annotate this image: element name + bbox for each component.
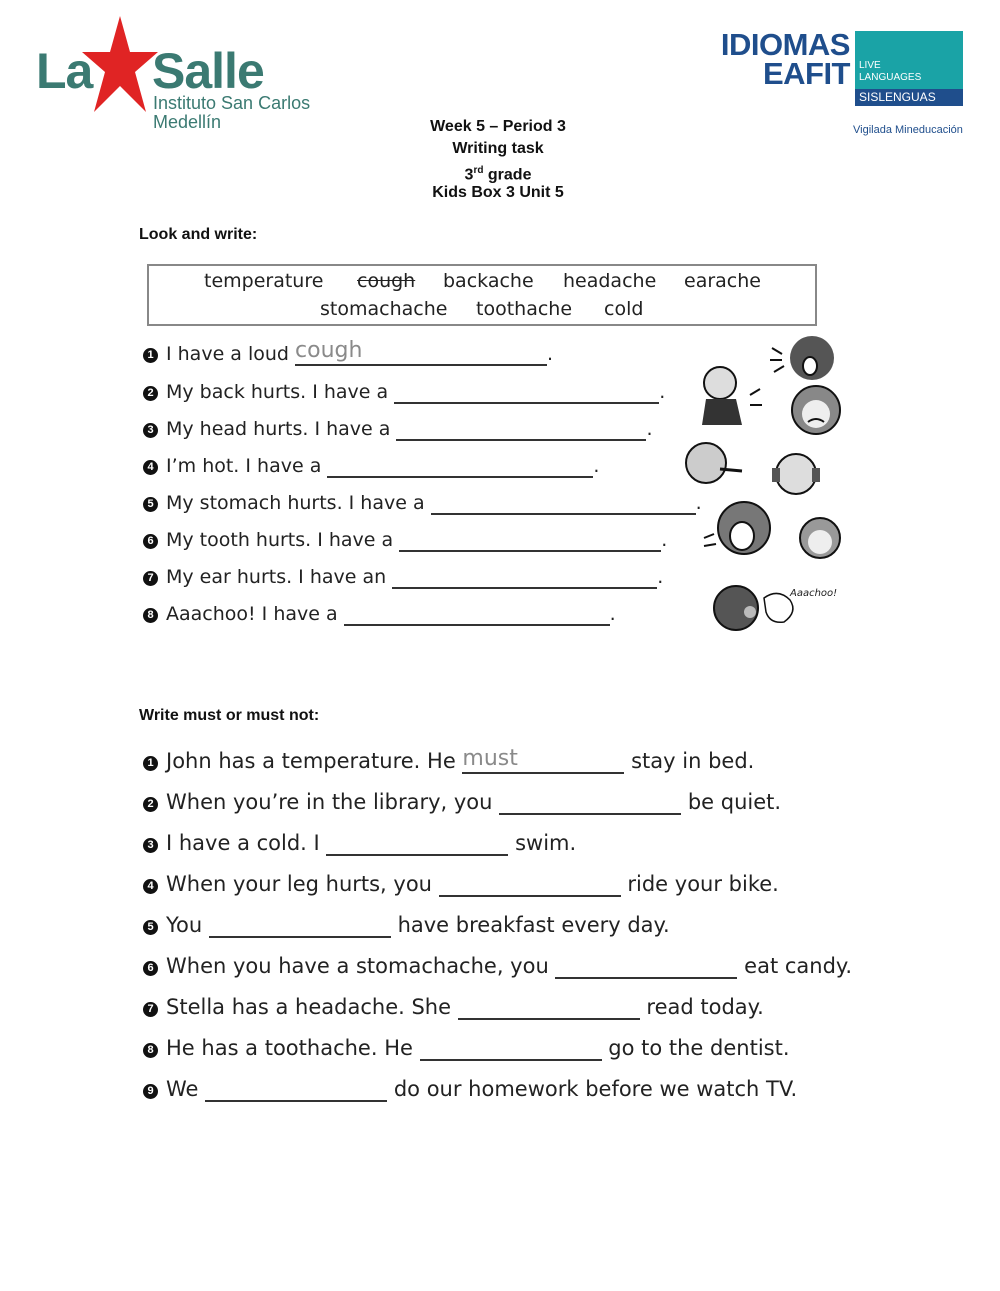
answer-blank[interactable] bbox=[327, 454, 593, 478]
toothache-picture bbox=[700, 498, 780, 562]
word-bank-item: temperature bbox=[204, 270, 324, 292]
exercise-1-item: 8 Aaachoo! I have a . bbox=[143, 602, 616, 626]
answer-blank[interactable] bbox=[555, 955, 737, 979]
backache-picture bbox=[696, 363, 766, 427]
answer-blank[interactable]: must bbox=[462, 750, 624, 774]
exercise-2-item: 3 I have a cold. I swim. bbox=[143, 831, 576, 856]
exercise-1-item: 6 My tooth hurts. I have a . bbox=[143, 528, 667, 552]
word-bank-item: earache bbox=[684, 270, 761, 292]
star-icon bbox=[80, 14, 160, 114]
word-bank-item: cough bbox=[357, 270, 416, 292]
answer-blank[interactable] bbox=[209, 914, 391, 938]
exercise-2-item: 6 When you have a stomachache, you eat candy. bbox=[143, 954, 852, 979]
answer-blank[interactable] bbox=[326, 832, 508, 856]
lasalle-subtitle-2: Medellín bbox=[153, 112, 222, 132]
lasalle-subtitle-1: Instituto San Carlos bbox=[153, 93, 311, 113]
answer-blank[interactable] bbox=[396, 417, 646, 441]
answer-blank[interactable] bbox=[431, 491, 696, 515]
eafit-line-1: IDIOMAS bbox=[720, 27, 850, 62]
word-bank-item: stomachache bbox=[320, 298, 448, 320]
earache-picture bbox=[766, 446, 826, 502]
stomachache-picture bbox=[790, 512, 850, 566]
exercise-1-item: 2 My back hurts. I have a . bbox=[143, 380, 665, 404]
lasalle-word-salle: Salle bbox=[152, 43, 264, 99]
exercise-1-item: 3 My head hurts. I have a . bbox=[143, 417, 653, 441]
word-bank-item: cold bbox=[604, 298, 644, 320]
cold-sneeze-picture bbox=[706, 578, 838, 636]
exercise-2-item: 1 John has a temperature. He must stay in bed. bbox=[143, 749, 754, 774]
exercise-2-item: 5 You have breakfast every day. bbox=[143, 913, 670, 938]
word-bank-item: headache bbox=[563, 270, 657, 292]
cough-picture bbox=[766, 328, 838, 386]
exercise-1-item: 5 My stomach hurts. I have a . bbox=[143, 491, 702, 515]
part1-instruction: Look and write: bbox=[139, 226, 258, 243]
exercise-1-item: 1 I have a loud cough . bbox=[143, 342, 553, 366]
vigilada-text: Vigilada Mineducación bbox=[853, 124, 963, 136]
answer-blank[interactable] bbox=[392, 565, 657, 589]
sneeze-text: Aaachoo! bbox=[790, 588, 838, 599]
exercise-2-item: 9 We do our homework before we watch TV. bbox=[143, 1077, 797, 1102]
answer-blank[interactable] bbox=[205, 1078, 387, 1102]
answer-blank[interactable] bbox=[344, 602, 610, 626]
word-bank-item: backache bbox=[443, 270, 534, 292]
exercise-2-item: 4 When your leg hurts, you ride your bike. bbox=[143, 872, 779, 897]
exercise-1-item: 7 My ear hurts. I have an . bbox=[143, 565, 663, 589]
answer-blank[interactable]: cough bbox=[295, 342, 547, 366]
answer-blank[interactable] bbox=[499, 791, 681, 815]
exercise-2-item: 8 He has a toothache. He go to the dentist. bbox=[143, 1036, 790, 1061]
answer-blank[interactable] bbox=[458, 996, 640, 1020]
answer-blank[interactable] bbox=[439, 873, 621, 897]
header-grade: 3rd grade bbox=[464, 165, 532, 184]
header-task: Writing task bbox=[452, 140, 544, 157]
temperature-picture bbox=[680, 437, 746, 489]
answer-blank[interactable] bbox=[420, 1037, 602, 1061]
exercise-2-item: 2 When you’re in the library, you be quiet. bbox=[143, 790, 781, 815]
lasalle-word-la: La bbox=[36, 43, 93, 99]
eafit-sislenguas: SISLENGUAS bbox=[855, 89, 963, 106]
answer-blank[interactable] bbox=[399, 528, 661, 552]
answer-blank[interactable] bbox=[394, 380, 659, 404]
headache-picture bbox=[778, 382, 854, 438]
exercise-2-item: 7 Stella has a headache. She read today. bbox=[143, 995, 764, 1020]
part2-instruction: Write must or must not: bbox=[139, 707, 320, 724]
header-book: Kids Box 3 Unit 5 bbox=[432, 184, 564, 201]
header-week: Week 5 – Period 3 bbox=[430, 118, 566, 135]
eafit-live-languages: LIVE LANGUAGES bbox=[859, 60, 922, 83]
word-bank-item: toothache bbox=[476, 298, 573, 320]
eafit-line-2: EAFIT bbox=[762, 56, 850, 91]
exercise-1-item: 4 I’m hot. I have a . bbox=[143, 454, 599, 478]
